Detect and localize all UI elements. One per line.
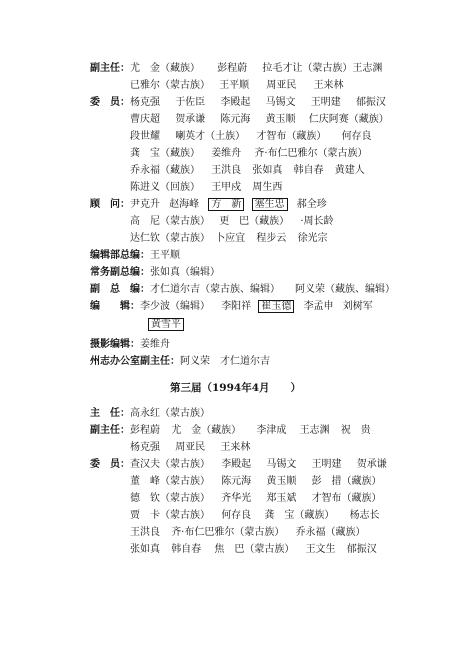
photo-editor-row bbox=[90, 338, 170, 352]
editors-row-2 bbox=[148, 318, 184, 332]
editors-label: 编 辑： bbox=[90, 301, 140, 312]
name: 更 巴（藏族） bbox=[219, 216, 290, 227]
boxed-name: 崔玉德 bbox=[258, 300, 294, 313]
name: 李殿起 bbox=[220, 97, 251, 108]
name: 杨志长 bbox=[349, 510, 380, 521]
name: 马锡文 bbox=[265, 97, 296, 108]
vice-directors-label: 副主任： bbox=[90, 63, 130, 74]
name: ·周长龄 bbox=[300, 216, 334, 227]
name: 王来林 bbox=[313, 80, 344, 91]
deputy-editors-value: 才仁道尔吉（蒙古族、编辑） 阿义荣（藏族、编辑） bbox=[150, 284, 395, 295]
boxed-name: 方 新 bbox=[208, 198, 244, 211]
name: 达仁钦（蒙古族） bbox=[130, 233, 210, 244]
members-label: 委 员： bbox=[90, 459, 130, 470]
third-members-row-3 bbox=[130, 492, 382, 506]
name: 郝全珍 bbox=[296, 199, 327, 210]
name: 郑玉斌 bbox=[266, 493, 297, 504]
deputy-editors-row bbox=[90, 283, 395, 297]
name: 李津成 bbox=[256, 425, 287, 436]
name: 周亚民 bbox=[175, 442, 206, 453]
name: 程步云 bbox=[256, 233, 287, 244]
third-vice-directors-row-2 bbox=[130, 441, 250, 455]
members-label: 委 员： bbox=[90, 97, 130, 108]
members-row-4 bbox=[130, 147, 368, 161]
deputy-editors-label: 副 总 编： bbox=[90, 284, 150, 295]
name: 齐·布仁巴雅尔（蒙古族） bbox=[171, 527, 285, 538]
members-row-3 bbox=[130, 130, 372, 144]
name: 黄建人 bbox=[334, 165, 365, 176]
vice-directors-label: 副主任： bbox=[90, 425, 130, 436]
name: 才智布（藏族） bbox=[311, 493, 382, 504]
name: 齐·布仁巴雅尔（蒙古族） bbox=[254, 148, 368, 159]
name: 卜应宜 bbox=[215, 233, 246, 244]
office-deputy-row bbox=[90, 355, 270, 369]
name: 陈元海 bbox=[220, 114, 251, 125]
name: 王洪良 bbox=[130, 527, 160, 538]
name: 尤 金（藏族） bbox=[130, 63, 200, 74]
advisors-label: 顾 问： bbox=[90, 199, 130, 210]
name: 杨克强 bbox=[130, 442, 160, 453]
photo-editor-label: 摄影编辑： bbox=[90, 339, 140, 350]
name: 才智布（藏族） bbox=[256, 131, 327, 142]
name: 彭 措（藏族） bbox=[311, 476, 382, 487]
third-vice-directors-row-1 bbox=[90, 424, 371, 438]
name: 龚 宝（藏族） bbox=[130, 148, 200, 159]
name: 已雅尔（蒙古族） bbox=[130, 80, 210, 91]
third-members-row-2 bbox=[130, 475, 382, 489]
name: 王甲戍 bbox=[211, 182, 242, 193]
name: 乔永福（藏族） bbox=[130, 165, 200, 176]
boxed-name: 黄雪平 bbox=[148, 318, 184, 331]
name: 贾 卡（蒙古族） bbox=[130, 510, 210, 521]
name: 段世耀 bbox=[130, 131, 160, 142]
members-row-1 bbox=[90, 96, 386, 110]
name: 黄玉顺 bbox=[265, 114, 296, 125]
name: 黄玉顺 bbox=[266, 476, 297, 487]
name: 刘树军 bbox=[342, 301, 373, 312]
third-members-row-4 bbox=[130, 509, 380, 523]
name: 何存良 bbox=[341, 131, 372, 142]
name: 周亚民 bbox=[266, 80, 297, 91]
vice-directors-row-2 bbox=[130, 79, 344, 93]
name: 周生西 bbox=[252, 182, 283, 193]
name: 王洪良 bbox=[211, 165, 242, 176]
editorial-director-row bbox=[90, 249, 180, 263]
director-label: 主 任： bbox=[90, 408, 130, 419]
members-row-6 bbox=[130, 181, 282, 195]
name: 祝 贵 bbox=[340, 425, 371, 436]
name: 高 尼（蒙古族） bbox=[130, 216, 210, 227]
name: 喇英才（土族） bbox=[175, 131, 246, 142]
name: 郁振汉 bbox=[346, 544, 377, 555]
name: 焦 巴（蒙古族） bbox=[214, 544, 295, 555]
executive-deputy-row bbox=[90, 266, 220, 280]
name: 李阳祥 bbox=[221, 301, 252, 312]
members-row-5 bbox=[130, 164, 365, 178]
name: 曹庆超 bbox=[130, 114, 160, 125]
name: 查汉夫（蒙古族） bbox=[130, 459, 210, 470]
name: 彭程蔚 bbox=[130, 425, 160, 436]
advisors-row-2 bbox=[130, 215, 334, 229]
third-members-row-5 bbox=[130, 526, 366, 540]
boxed-name: 塞生忠 bbox=[252, 198, 288, 211]
name: 杨克强 bbox=[130, 97, 160, 108]
name: 韩自春 bbox=[293, 165, 324, 176]
name: 贺承谦 bbox=[175, 114, 206, 125]
editorial-director-label: 编辑部总编： bbox=[90, 250, 150, 261]
name: 乔永福（藏族） bbox=[295, 527, 366, 538]
name: 齐华光 bbox=[221, 493, 252, 504]
name: 尤 金（藏族） bbox=[171, 425, 242, 436]
name: 彭程蔚 bbox=[217, 63, 248, 74]
name: 德 钦（蒙古族） bbox=[130, 493, 210, 504]
name: 李孟申 bbox=[303, 301, 334, 312]
name: 张如真 bbox=[252, 165, 283, 176]
name: 徐光宗 bbox=[297, 233, 328, 244]
editors-row-1 bbox=[90, 300, 373, 314]
office-deputy-value: 阿义荣 才仁道尔吉 bbox=[180, 356, 270, 367]
name: 于佐臣 bbox=[175, 97, 206, 108]
name: 王来林 bbox=[220, 442, 251, 453]
name: 王明建 bbox=[310, 97, 341, 108]
executive-deputy-value: 张如真（编辑） bbox=[150, 267, 220, 278]
name: 龚 宝（藏族） bbox=[264, 510, 335, 521]
office-deputy-label: 州志办公室副主任： bbox=[90, 356, 180, 367]
name: 仁庆阿赛（藏族） bbox=[308, 114, 389, 125]
name: 郁振汉 bbox=[355, 97, 386, 108]
name: 张如真 bbox=[130, 544, 160, 555]
third-term-heading: 第三届（1994年4月 ） bbox=[170, 382, 302, 394]
name: 拉毛才让（蒙古族） bbox=[262, 63, 353, 74]
name: 尹克升 bbox=[130, 199, 160, 210]
name: 陈元海 bbox=[221, 476, 252, 487]
name: 李殿起 bbox=[221, 459, 252, 470]
third-members-row-1 bbox=[90, 458, 387, 472]
photo-editor-value: 姜维舟 bbox=[140, 339, 170, 350]
name: 王文生 bbox=[305, 544, 336, 555]
name: 王平顺 bbox=[219, 80, 250, 91]
vice-directors-row-1 bbox=[90, 62, 382, 76]
name: 贺承谦 bbox=[356, 459, 387, 470]
name: 王志渊 bbox=[299, 425, 330, 436]
name: 王志渊 bbox=[352, 63, 383, 74]
name: 姜维舟 bbox=[211, 148, 242, 159]
name: 何存良 bbox=[221, 510, 252, 521]
director-value: 高永红（蒙古族） bbox=[130, 408, 210, 419]
name: 李少波（编辑） bbox=[140, 301, 210, 312]
third-director-row bbox=[90, 407, 210, 421]
editorial-director-value: 王平顺 bbox=[150, 250, 180, 261]
third-members-row-6 bbox=[130, 543, 377, 557]
name: 陈进义（回族） bbox=[130, 182, 200, 193]
advisors-row-1 bbox=[90, 198, 327, 212]
name: 马锡文 bbox=[266, 459, 297, 470]
executive-deputy-label: 常务副总编： bbox=[90, 267, 150, 278]
name: 王明建 bbox=[311, 459, 342, 470]
advisors-row-3 bbox=[130, 232, 328, 246]
name: 赵海峰 bbox=[169, 199, 200, 210]
name: 韩自春 bbox=[171, 544, 202, 555]
members-row-2 bbox=[130, 113, 389, 127]
name: 董 峰（蒙古族） bbox=[130, 476, 210, 487]
